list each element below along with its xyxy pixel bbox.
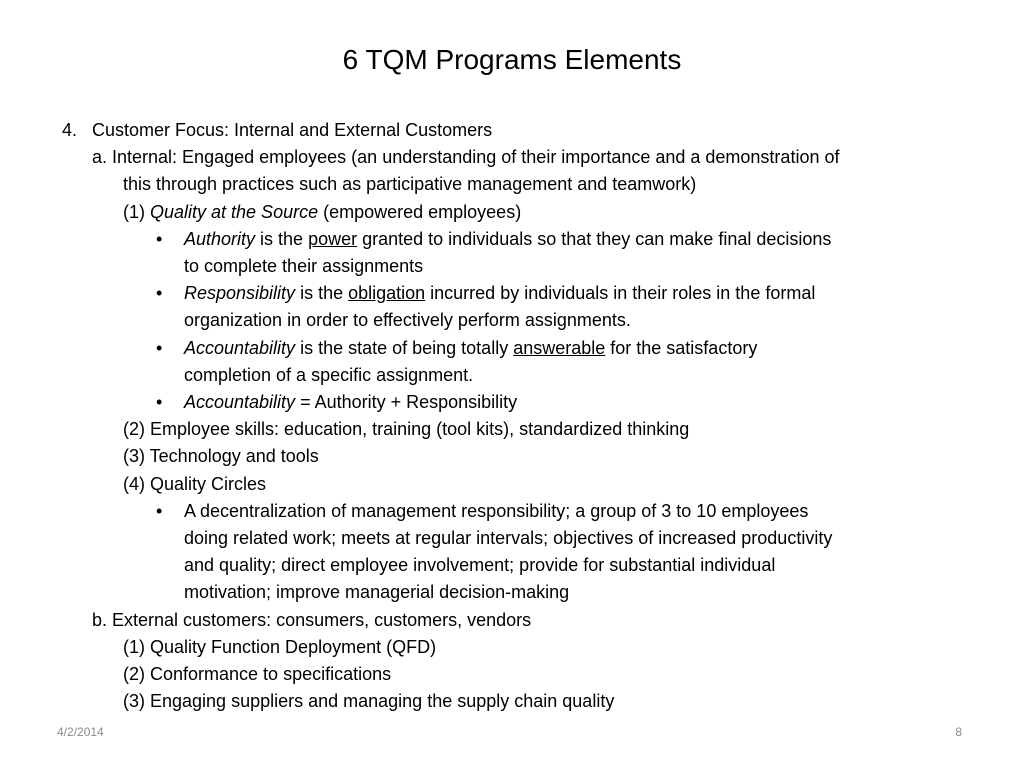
bullet-icon: • [156, 283, 163, 304]
bullet-authority-cont: to complete their assignments [184, 256, 424, 277]
bullet-icon: • [156, 500, 163, 521]
bullet-accountability: • Accountability is the state of being totally answerable for the satisfactory [62, 335, 982, 362]
bullet-formula: • Accountability = Authority + Responsibility [62, 389, 982, 416]
bullet-responsibility: • Responsibility is the obligation incurred by individuals in their roles in the formal [62, 280, 982, 307]
quality-circles: (4) Quality Circles [123, 473, 267, 494]
bullet-authority: • Authority is the power granted to individuals so that they can make final decisions [62, 226, 982, 253]
bullet-accountability-cont: completion of a specific assignment. [184, 364, 474, 385]
bullet-icon: • [156, 337, 163, 358]
internal-line-2: this through practices such as participative management and teamwork) [123, 174, 697, 195]
item-heading: Customer Focus: Internal and External Customers [92, 120, 493, 140]
ext-item: (3) Engaging suppliers and managing the supply chain quality [123, 691, 615, 712]
item-number: 4. [62, 120, 78, 140]
bullet-circles-cont: doing related work; meets at regular intervals; objectives of increased productivity [184, 528, 833, 549]
quality-at-source: (1) Quality at the Source (empowered employees) [123, 201, 522, 222]
internal-line-1: a. Internal: Engaged employees (an understanding of their importance and a demonstration of [92, 147, 840, 168]
ext-item: (2) Conformance to specifications [123, 664, 392, 685]
bullet-circles: • A decentralization of management responsibility; a group of 3 to 10 employees [62, 498, 982, 525]
bullet-icon: • [156, 392, 163, 413]
bullet-responsibility-cont: organization in order to effectively perform assignments. [184, 310, 631, 331]
external-customers: b. External customers: consumers, customers, vendors [92, 609, 532, 630]
bullet-circles-cont: and quality; direct employee involvement; provide for substantial individual [184, 555, 776, 576]
footer-date: 4/2/2014 [57, 725, 104, 739]
quality-at-source-term: Quality at the Source [150, 201, 319, 222]
bullet-icon: • [156, 228, 163, 249]
slide-body [62, 117, 982, 715]
employee-skills: (2) Employee skills: education, training (tool kits), standardized thinking [123, 419, 690, 440]
item-4 [62, 117, 982, 144]
bullet-circles-cont: motivation; improve managerial decision-making [184, 582, 570, 603]
ext-item: (1) Quality Function Deployment (QFD) [123, 636, 437, 657]
slide-title: 6 TQM Programs Elements [342, 44, 682, 75]
page-number: 8 [955, 725, 962, 739]
technology-tools: (3) Technology and tools [123, 446, 319, 467]
